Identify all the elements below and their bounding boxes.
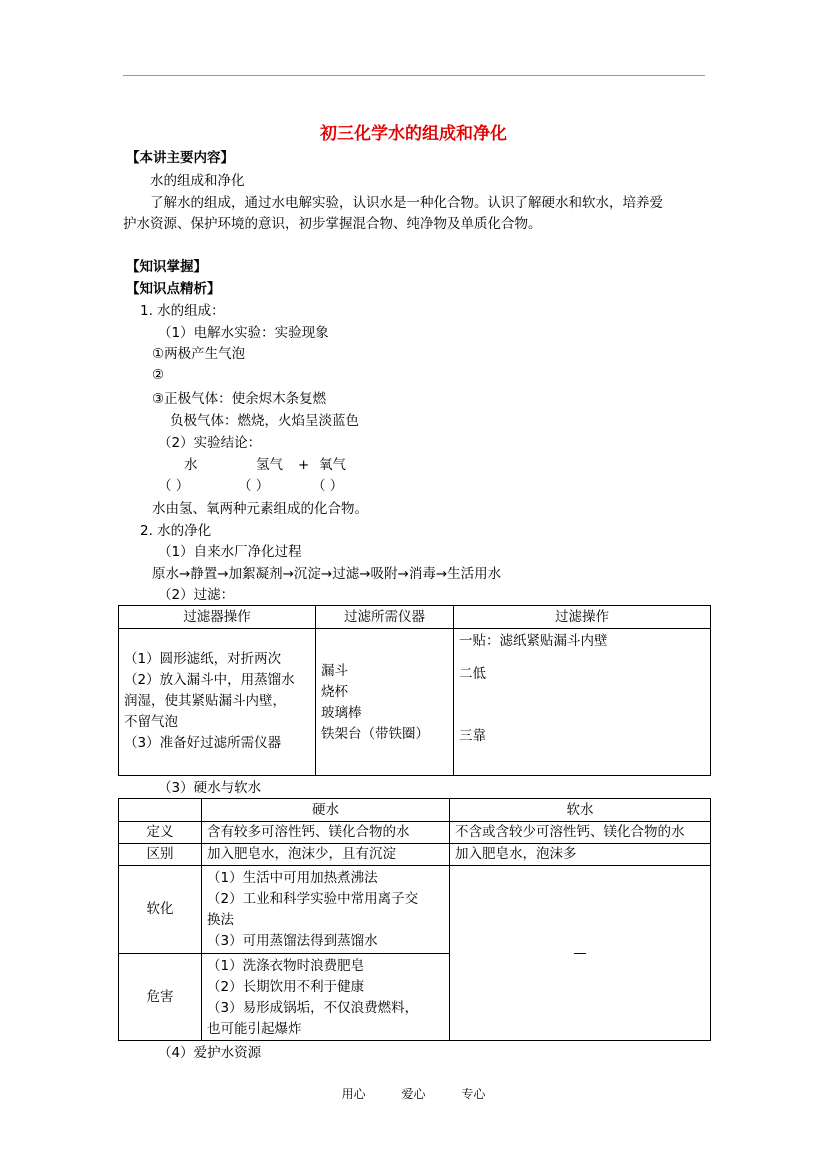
- point-1: 1. 水的组成：: [140, 303, 225, 319]
- water-table: [118, 798, 711, 1041]
- operation-one: 一贴：滤纸紧贴漏斗内壁: [459, 633, 608, 649]
- harm-item: 也可能引起爆炸: [207, 1021, 302, 1037]
- filter-step: （2）放入漏斗中，用蒸馏水: [124, 672, 295, 688]
- dash-mark: —: [573, 944, 587, 961]
- conclusion-heading: （2）实验结论：: [158, 435, 262, 451]
- observation-2: ②: [152, 367, 165, 383]
- soft-water-dash-cell: [450, 866, 711, 1041]
- definition-soft: 不含或含较少可溶性钙、镁化合物的水: [450, 822, 711, 844]
- operation-three: 三靠: [459, 728, 486, 744]
- footer-word: 专心: [461, 1087, 486, 1101]
- equation-hydrogen: 氢气: [256, 457, 283, 473]
- difference-label: 区别: [119, 844, 202, 866]
- section-heading-knowledge: 【知识掌握】: [126, 259, 207, 275]
- softening-item: （3）可用蒸馏法得到蒸馏水: [207, 933, 378, 949]
- difference-hard: 加入肥皂水，泡沫少，且有沉淀: [202, 844, 450, 866]
- filter-operation-cell: [454, 629, 711, 776]
- filter-step: （1）圆形滤纸，对折两次: [124, 651, 282, 667]
- softening-item: （2）工业和科学实验中常用离子交: [207, 891, 419, 907]
- softening-cell: [202, 866, 450, 954]
- page-title: 初三化学水的组成和净化: [320, 124, 507, 144]
- equation-water: 水: [184, 457, 198, 473]
- header-rule: [123, 75, 705, 76]
- footer-word: 爱心: [401, 1087, 426, 1101]
- composition-text: 水由氢、氧两种元素组成的化合物。: [152, 501, 368, 517]
- filtration-table: [118, 605, 711, 776]
- equation-oxygen: 氧气: [319, 457, 346, 473]
- hard-soft-heading: （3）硬水与软水: [158, 780, 262, 796]
- difference-soft: 加入肥皂水，泡沫多: [450, 844, 711, 866]
- harm-item: （1）洗涤衣物时浪费肥皂: [207, 958, 365, 974]
- harm-item: （3）易形成锅垢，不仅浪费燃料，: [207, 1000, 419, 1016]
- purification-heading: （1）自来水厂净化过程: [158, 544, 302, 560]
- equation-plus: +: [298, 457, 310, 473]
- instrument-item: 铁架台（带铁圈）: [321, 726, 429, 742]
- filter-header-1: 过滤器操作: [119, 606, 316, 629]
- filter-header-3: 过滤操作: [454, 606, 711, 629]
- purification-process: 原水→静置→加絮凝剂→沉淀→过滤→吸附→消毒→生活用水: [152, 566, 502, 582]
- filter-steps-cell: [119, 629, 316, 776]
- water-header-soft: 软水: [450, 799, 711, 822]
- instrument-item: 漏斗: [321, 663, 348, 679]
- topic-text: 水的组成和净化: [150, 173, 245, 189]
- softening-item: 换法: [207, 912, 234, 928]
- observation-1: ①两极产生气泡: [152, 346, 246, 362]
- filter-step: 不留气泡: [124, 714, 178, 730]
- section-subheading: 【知识点精析】: [126, 281, 221, 297]
- harm-label: 危害: [119, 954, 202, 1041]
- point-2: 2. 水的净化: [140, 523, 212, 539]
- protect-water-heading: （4）爱护水资源: [158, 1045, 262, 1061]
- water-header-hard: 硬水: [202, 799, 450, 822]
- instrument-item: 玻璃棒: [321, 705, 362, 721]
- experiment-line: （1）电解水实验：实验现象: [158, 325, 329, 341]
- definition-hard: 含有较多可溶性钙、镁化合物的水: [202, 822, 450, 844]
- equation-blank-2: （ ）: [238, 478, 270, 494]
- filter-header-2: 过滤所需仪器: [316, 606, 454, 629]
- page-footer: [0, 1084, 827, 1104]
- section-heading-main: 【本讲主要内容】: [126, 150, 234, 166]
- definition-label: 定义: [119, 822, 202, 844]
- observation-3b: 负极气体：燃烧，火焰呈淡蓝色: [170, 413, 359, 429]
- desc-line-2: 护水资源、保护环境的意识，初步掌握混合物、纯净物及单质化合物。: [123, 216, 542, 232]
- softening-label: 软化: [119, 866, 202, 954]
- equation-blank-1: （ ）: [158, 478, 190, 494]
- harm-cell: [202, 954, 450, 1041]
- filter-step: （3）准备好过滤所需仪器: [124, 735, 282, 751]
- operation-two: 二低: [459, 666, 486, 682]
- water-header-blank: [119, 799, 202, 822]
- desc-line-1: 了解水的组成，通过水电解实验，认识水是一种化合物。认识了解硬水和软水，培养爱: [150, 195, 663, 211]
- instrument-item: 烧杯: [321, 684, 348, 700]
- equation-blank-3: （ ）: [312, 478, 344, 494]
- harm-item: （2）长期饮用不利于健康: [207, 979, 365, 995]
- observation-3: ③正极气体：使余烬木条复燃: [152, 391, 327, 407]
- footer-word: 用心: [341, 1087, 366, 1101]
- filtration-heading: （2）过滤：: [158, 587, 235, 603]
- softening-item: （1）生活中可用加热煮沸法: [207, 870, 378, 886]
- filter-instruments-cell: [316, 629, 454, 776]
- filter-step: 润湿，使其紧贴漏斗内壁，: [124, 693, 286, 709]
